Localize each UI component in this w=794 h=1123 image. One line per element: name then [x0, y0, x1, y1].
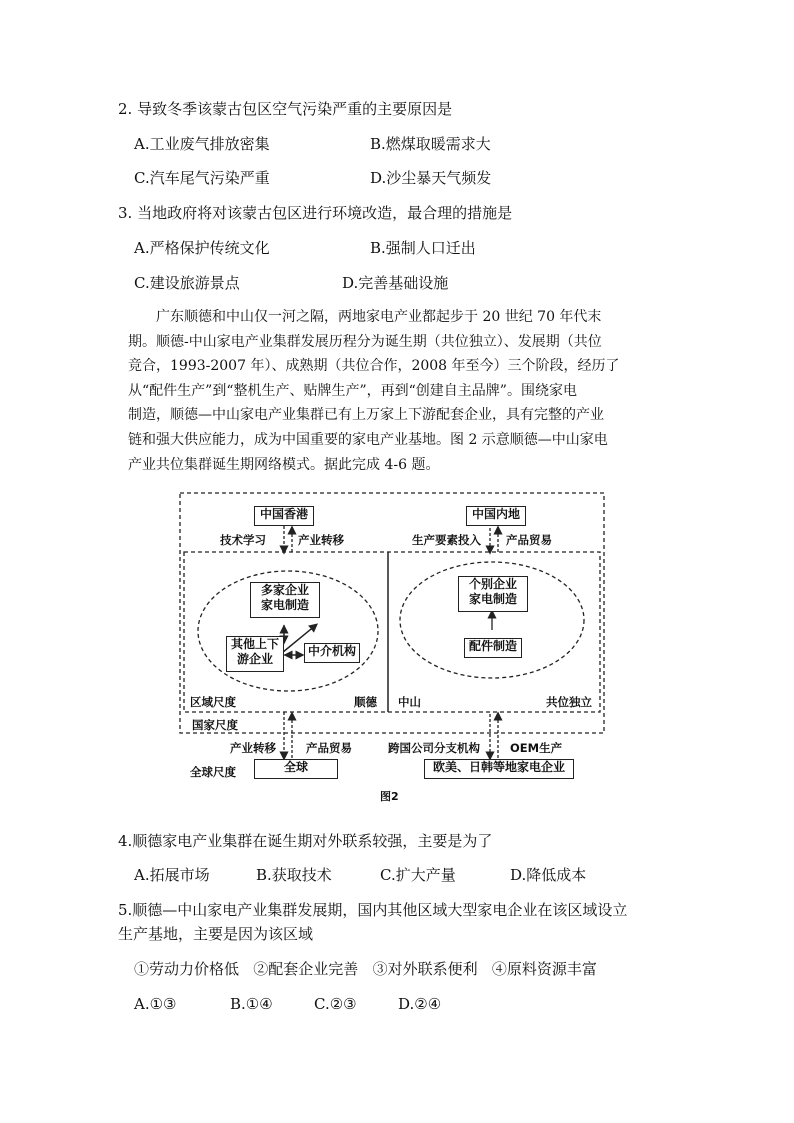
passage-line-1: 广东顺德和中山仅一河之隔，两地家电产业都起步于 20 世纪 70 年代末: [156, 309, 602, 325]
passage-line-4: 从“配件生产”到“整机生产、贴牌生产”，再到“创建自主品牌”。围绕家电: [128, 382, 577, 399]
q5-stem-line2: 生产基地，主要是因为该区域: [118, 925, 314, 943]
q2-option-d: D.沙尘暴天气频发: [370, 169, 492, 187]
other-firms-line1: 其他上下: [230, 637, 279, 651]
product-trade-top-label: 产品贸易: [506, 533, 552, 547]
q5-option-b: B.①④: [230, 995, 273, 1013]
q5-option-a: A.①③: [134, 995, 177, 1013]
oem-production-label: OEM生产: [510, 741, 563, 755]
q5-stem-line1: 5.顺德—中山家电产业集群发展期，国内其他区域大型家电企业在该区域设立: [118, 901, 628, 919]
other-upstream-downstream-box: [226, 636, 284, 672]
q5-statements: ①劳动力价格低 ②配套企业完善 ③对外联系便利 ④原料资源丰富: [134, 960, 597, 978]
global-scale-label: 全球尺度: [190, 765, 236, 779]
regional-scale-label: 区域尺度: [190, 695, 236, 709]
q3-option-c: C.建设旅游景点: [134, 274, 240, 292]
passage-line-7: 产业共位集群诞生期网络模式。据此完成 4-6 题。: [128, 456, 440, 473]
q2-option-a: A.工业废气排放密集: [134, 135, 270, 153]
figure-caption: 图2: [380, 790, 399, 803]
q3-option-a: A.严格保护传统文化: [134, 239, 270, 257]
q4-option-c: C.扩大产量: [380, 866, 456, 884]
zhongshan-label: 中山: [398, 695, 421, 709]
independent-label: 共位独立: [546, 695, 592, 709]
reading-passage: [128, 305, 684, 477]
multi-firm-line1: 多家企业: [260, 583, 309, 597]
other-firms-line2: 游企业: [236, 652, 273, 666]
tech-learning-label: 技术学习: [220, 533, 266, 547]
intermediary-box: 中介机构: [304, 643, 360, 663]
figure-2-network-diagram: [176, 490, 608, 808]
industry-transfer-top-label: 产业转移: [298, 533, 344, 547]
parts-manufacturing-box: 配件制造: [464, 638, 522, 658]
global-box: 全球: [254, 759, 338, 779]
multi-firm-manufacturing-box: [250, 582, 320, 618]
single-firm-line2: 家电制造: [468, 592, 517, 606]
foreign-appliance-firms-box: 欧美、日韩等地家电企业: [424, 759, 574, 779]
q4-option-b: B.获取技术: [256, 866, 332, 884]
q2-option-b: B.燃煤取暖需求大: [370, 135, 491, 153]
multinational-branch-label: 跨国公司分支机构: [388, 741, 480, 755]
q3-stem: 3. 当地政府将对该蒙古包区进行环境改造，最合理的措施是: [118, 204, 513, 222]
q4-stem: 4.顺德家电产业集群在诞生期对外联系较强，主要是为了: [118, 832, 493, 850]
industry-transfer-bottom-label: 产业转移: [230, 741, 276, 755]
q5-option-d: D.②④: [398, 995, 442, 1013]
passage-line-6: 链和强大供应能力，成为中国重要的家电产业基地。图 2 示意顺德—中山家电: [128, 431, 608, 448]
factor-input-label: 生产要素投入: [412, 533, 481, 547]
q4-option-a: A.拓展市场: [134, 866, 210, 884]
single-firm-manufacturing-box: [458, 576, 528, 612]
q3-option-d: D.完善基础设施: [342, 274, 449, 292]
mainland-box: 中国内地: [466, 506, 526, 526]
product-trade-bottom-label: 产品贸易: [306, 741, 352, 755]
q4-option-d: D.降低成本: [510, 866, 587, 884]
passage-line-3: 竞合，1993-2007 年）、成熟期（共位合作，2008 年至今）三个阶段，经历了: [128, 358, 620, 375]
passage-line-5: 制造，顺德—中山家电产业集群已有上万家上下游配套企业，具有完整的产业: [128, 407, 604, 424]
hong-kong-box: 中国香港: [254, 506, 314, 526]
q2-stem: 2. 导致冬季该蒙古包区空气污染严重的主要原因是: [118, 100, 453, 118]
q2-option-c: C.汽车尾气污染严重: [134, 169, 270, 187]
multi-firm-line2: 家电制造: [260, 598, 309, 612]
single-firm-line1: 个别企业: [468, 577, 517, 591]
passage-line-2: 期。顺德-中山家电产业集群发展历程分为诞生期（共位独立）、发展期（共位: [128, 333, 602, 350]
q3-option-b: B.强制人口迁出: [370, 239, 476, 257]
q5-option-c: C.②③: [314, 995, 357, 1013]
national-scale-label: 国家尺度: [192, 718, 238, 732]
shunde-label: 顺德: [354, 695, 377, 709]
